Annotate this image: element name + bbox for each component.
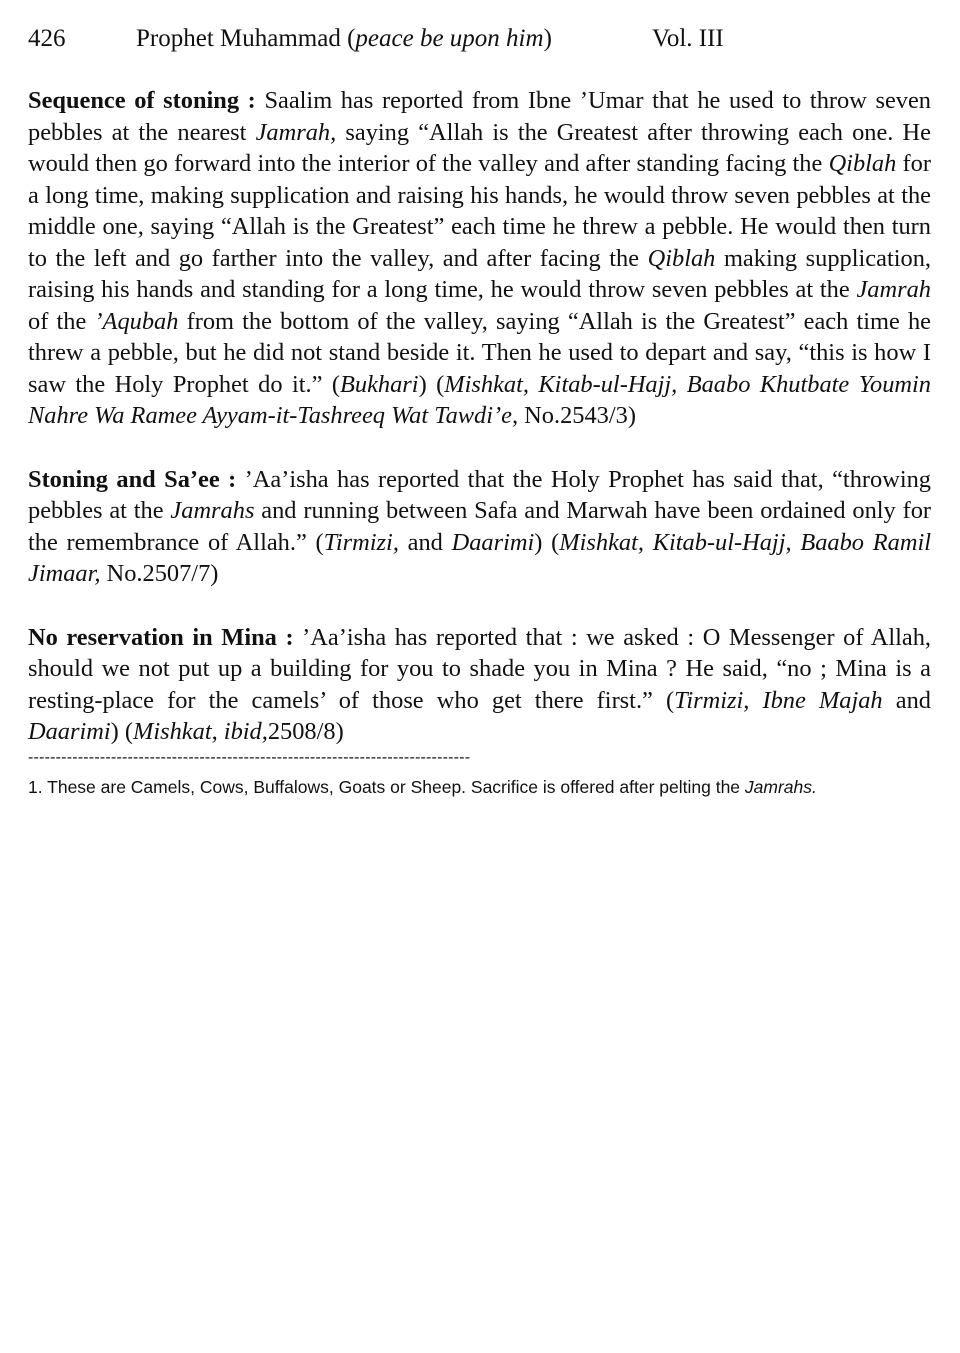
footnote-italic: Jamrahs. xyxy=(744,776,817,797)
italic-segment: Jamrahs xyxy=(170,497,255,524)
paragraph-heading: No reservation in Mina : xyxy=(28,623,303,651)
page-header xyxy=(28,22,932,56)
paragraph-heading: Sequence of stoning : xyxy=(28,87,265,114)
footnote-text: 1. These are Camels, Cows, Buffalows, Goats or Sheep. Sacrifice is offered after pelting the xyxy=(28,776,745,797)
italic-segment: Mishkat, Kitab-ul-Hajj, Baabo Khutbate Youmin Nahre Wa Ramee Ayyam-it-Tashreeq Wat Tawdi’e, xyxy=(28,370,931,429)
italic-segment: Mishkat, Kitab-ul-Hajj, Baabo Ramil Jimaar, xyxy=(28,528,931,587)
text-segment: for a long time, making supplication and raising his hands, he would throw seven pebbles at the middle one, saying “Allah is the Greatest” each time he threw a pebble. He would then turn to the left and go farther into the valley, and after facing the xyxy=(28,150,931,272)
volume-label: Vol. III xyxy=(652,25,724,52)
footnote xyxy=(28,774,931,801)
italic-segment: Qiblah xyxy=(647,244,716,272)
paragraph-stoning-and-saee xyxy=(28,464,931,590)
page-body xyxy=(28,85,931,801)
text-segment: making supplication, raising his hands and standing for a long time, he would throw seven pebbles at the xyxy=(28,244,931,303)
paragraph-sequence-of-stoning xyxy=(28,85,931,432)
page-number: 426 xyxy=(28,25,66,52)
text-segment: saying “Allah is the Greatest after throwing each one. He would then go forward into the interior of the valley and after standing facing the xyxy=(28,118,932,177)
text-segment: Saalim has reported from Ibne ’Umar that he used to throw seven pebbles at the nearest xyxy=(28,87,931,146)
running-title xyxy=(136,22,552,56)
text-segment: No.2543/3) xyxy=(518,402,636,429)
text-segment: 2508/8) xyxy=(267,718,344,745)
paragraph-no-reservation-in-mina xyxy=(28,622,931,748)
text-segment: and xyxy=(882,686,931,714)
text-segment: and running between Safa and Marwah have been ordained only for the remembrance of Allah.” ( xyxy=(28,497,932,556)
footnote-separator: -------------------------------------------------------------------------------- xyxy=(28,749,471,766)
running-title-close: ) xyxy=(543,25,552,52)
italic-segment: Tirmizi, Ibne Majah xyxy=(674,686,883,714)
italic-segment: Bukhari xyxy=(340,370,419,398)
text-segment: and xyxy=(398,528,452,556)
running-title-italic: peace be upon him xyxy=(355,25,544,52)
text-segment: ’Aa’isha has reported that : we asked : O Messenger of Allah, should we not put up a building for you to shade you in Mina ? He said, “no ; Mina is a resting-place for the camels’ of those who get there first.” ( xyxy=(28,623,931,714)
text-segment: ) ( xyxy=(110,718,134,745)
italic-segment: Jamrah xyxy=(856,276,931,303)
italic-segment: Tirmizi, xyxy=(323,528,399,556)
text-segment: from the bottom of the valley, saying “Allah is the Greatest” each time he threw a pebble, but he did not stand beside it. Then he used to depart and say, “this is how I saw the Holy Prophet do it.” ( xyxy=(28,307,931,398)
text-segment: ) ( xyxy=(418,370,445,398)
italic-segment: Daarimi xyxy=(451,528,535,556)
italic-segment: Jamrah, xyxy=(255,118,337,146)
text-segment: of the xyxy=(28,307,95,335)
text-segment: ) ( xyxy=(534,528,560,556)
running-title-plain: Prophet Muhammad ( xyxy=(136,25,356,52)
paragraph-heading: Stoning and Sa’ee : xyxy=(28,465,245,493)
italic-segment: ’Aqubah xyxy=(94,307,179,335)
italic-segment: Daarimi xyxy=(28,718,111,745)
italic-segment: Qiblah xyxy=(828,150,897,177)
text-segment: No.2507/7) xyxy=(100,560,219,587)
italic-segment: Mishkat, ibid, xyxy=(133,718,268,745)
text-segment: ’Aa’isha has reported that the Holy Prophet has said that, “throwing pebbles at the xyxy=(28,465,932,524)
